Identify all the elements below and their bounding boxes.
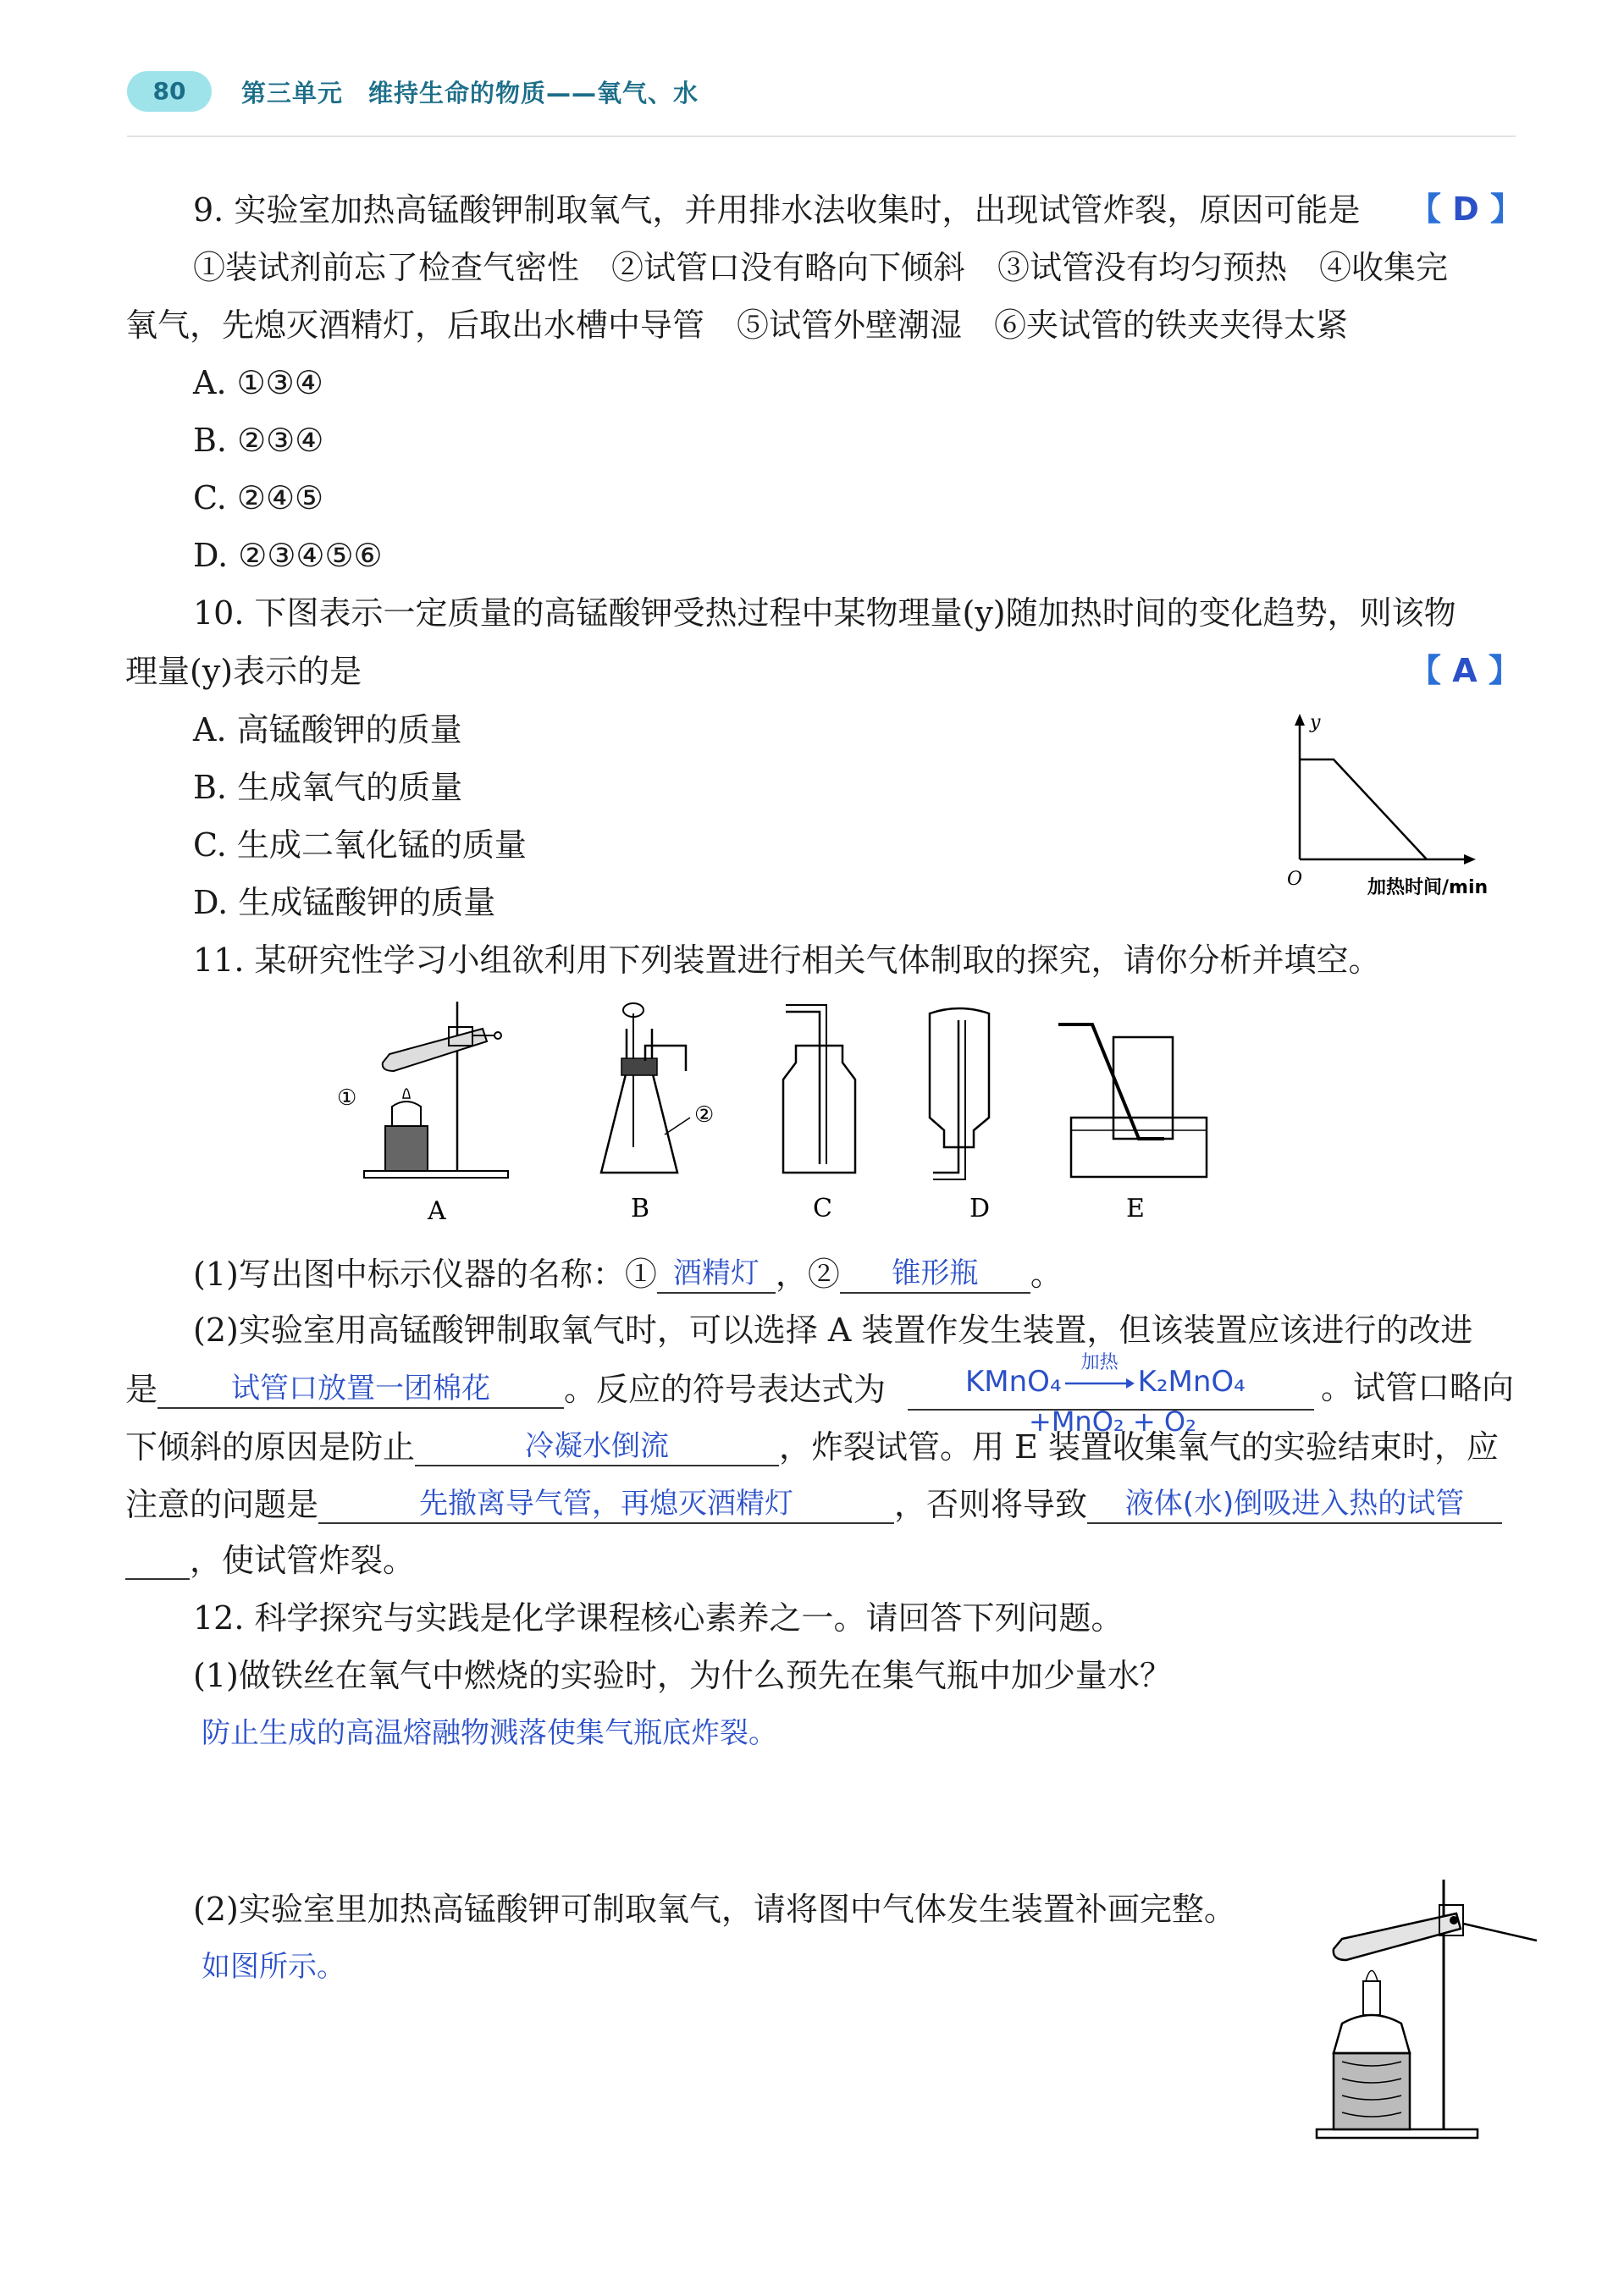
apparatus-d: [930, 1008, 989, 1179]
q11-p2-answer1: 试管口放置一团棉花: [231, 1372, 491, 1405]
q11-p2-line4-prefix: 注意的问题是: [125, 1486, 319, 1523]
label-a: A: [428, 1196, 446, 1226]
q9-answer: D: [1452, 190, 1479, 228]
q9-stem: 9. 实验室加热高锰酸钾制取氧气，并用排水法收集时，出现试管炸裂，原因可能是: [193, 191, 1361, 229]
q9-conditions-line2: 氧气，先熄灭酒精灯，后取出水槽中导管 ⑤试管外壁潮湿 ⑥夹试管的铁夹夹得太紧: [125, 306, 1349, 344]
q11-p1-blank2: [840, 1253, 1030, 1294]
q11-p1-prefix: (1)写出图中标示仪器的名称：①: [193, 1256, 657, 1293]
q10-stem-line2: 理量(y)表示的是: [125, 653, 362, 690]
q12-part1: (1)做铁丝在氧气中燃烧的实验时，为什么预先在集气瓶中加少量水？: [193, 1657, 1172, 1694]
q11-p2-mid1: 。反应的符号表达式为: [564, 1371, 887, 1408]
q11-p1-mid: ，②: [775, 1256, 840, 1293]
apparatus-c: [783, 1005, 855, 1173]
graph-origin-label: O: [1287, 869, 1303, 890]
q10-option-a: A. 高锰酸钾的质量: [193, 711, 462, 748]
q12-part2-answer: 如图所示。: [202, 1950, 345, 1984]
q12-part2: (2)实验室里加热高锰酸钾可制取氧气，请将图中气体发生装置补画完整。: [193, 1891, 1236, 1928]
q9-option-d: D. ②③④⑤⑥: [193, 537, 383, 574]
unit-title: 第三单元 维持生命的物质——氧气、水: [241, 79, 699, 108]
q10-stem-line1: 10. 下图表示一定质量的高锰酸钾受热过程中某物理量(y)随加热时间的变化趋势，则该物: [193, 594, 1456, 632]
q11-p2-blank4: [1087, 1483, 1502, 1524]
page-number-badge: 80: [127, 71, 212, 112]
label-e: E: [1126, 1194, 1145, 1223]
q11-part2-line5: [125, 1541, 415, 1580]
q10-option-c: C. 生成二氧化锰的质量: [193, 826, 527, 864]
q11-p2-answer3: 先撤离导气管，再熄灭酒精灯: [419, 1487, 794, 1521]
q11-part2-line3: [125, 1426, 1499, 1466]
q11-p2-shi: 是: [125, 1371, 158, 1408]
eq-condition: 加热: [1080, 1352, 1119, 1373]
q11-p1-blank1: [657, 1253, 776, 1294]
graph-x-label: 加热时间/min: [1367, 877, 1489, 898]
eq-line2: +MnO₂ + O₂: [1029, 1405, 1196, 1438]
q11-part2-line4: [125, 1483, 1502, 1524]
q11-p2-line3-suffix: ，炸裂试管。用 E 装置收集氧气的实验结束时，应: [779, 1428, 1499, 1466]
q10-option-b: B. 生成氧气的质量: [193, 769, 463, 806]
q11-p1-answer2: 锥形瓶: [892, 1256, 979, 1290]
q11-part2-line2: [125, 1368, 886, 1409]
label-d: D: [969, 1194, 991, 1223]
q11-stem: 11. 某研究性学习小组欲利用下列装置进行相关气体制取的探究，请你分析并填空。: [193, 941, 1381, 979]
graph-y-label: y: [1310, 712, 1321, 733]
eq-arrow: [1063, 1375, 1136, 1392]
q11-p2-line4-mid: ，否则将导致: [894, 1486, 1088, 1523]
header-divider: [127, 135, 1516, 137]
q9-option-a: A. ①③④: [193, 364, 323, 401]
q9-conditions-line1: ①装试剂前忘了检查气密性 ②试管口没有略向下倾斜 ③试管没有均匀预热 ④收集完: [193, 249, 1449, 286]
q9-option-c: C. ②④⑤: [193, 479, 324, 516]
q9-option-b: B. ②③④: [193, 422, 324, 459]
eq-right: K₂MnO₄: [1137, 1365, 1246, 1399]
q12-part1-answer: 防止生成的高温熔融物溅落使集气瓶底炸裂。: [202, 1716, 777, 1750]
q10-trend-graph: [1270, 707, 1524, 910]
q11-part2-line1: (2)实验室用高锰酸钾制取氧气时，可以选择 A 装置作发生装置，但该装置应该进行的改进: [193, 1311, 1473, 1349]
apparatus-e: [1058, 1024, 1207, 1177]
q10-answer-bracket: 【 A 】: [1409, 652, 1521, 689]
q12-stem: 12. 科学探究与实践是化学课程核心素养之一。请回答下列问题。: [193, 1599, 1124, 1637]
q11-p2-line5: ，使试管炸裂。: [190, 1542, 416, 1579]
q11-p2-blank2: [415, 1426, 779, 1466]
q11-p2-end1: 。试管口略向: [1321, 1369, 1515, 1406]
marker-1: ①: [337, 1085, 357, 1111]
q11-p2-blank4-cont: [125, 1578, 190, 1580]
q11-equation: [965, 1352, 1246, 1399]
q11-p2-blank1: [157, 1368, 564, 1409]
marker-2: ②: [694, 1102, 715, 1128]
eq-left: KMnO₄: [965, 1365, 1062, 1399]
q9-answer-bracket: 【 D 】: [1409, 190, 1523, 228]
q11-p2-blank3: [318, 1483, 894, 1524]
q11-apparatus-figure: [322, 995, 1270, 1232]
q10-option-d: D. 生成锰酸钾的质量: [193, 884, 496, 921]
q11-p2-line3-prefix: 下倾斜的原因是防止: [125, 1428, 416, 1466]
q11-p1-end: 。: [1030, 1256, 1063, 1293]
label-b: B: [631, 1194, 650, 1223]
q10-answer: A: [1452, 652, 1478, 689]
q11-p2-answer2: 冷凝水倒流: [525, 1429, 670, 1463]
apparatus-b: [601, 1003, 690, 1173]
q12-apparatus-figure: [1308, 1871, 1554, 2151]
q11-part1: [193, 1253, 1063, 1294]
apparatus-a: [364, 1002, 508, 1178]
label-c: C: [813, 1194, 832, 1223]
q11-p2-answer4: 液体(水)倒吸进入热的试管: [1124, 1487, 1465, 1521]
q11-p1-answer1: 酒精灯: [672, 1256, 760, 1290]
